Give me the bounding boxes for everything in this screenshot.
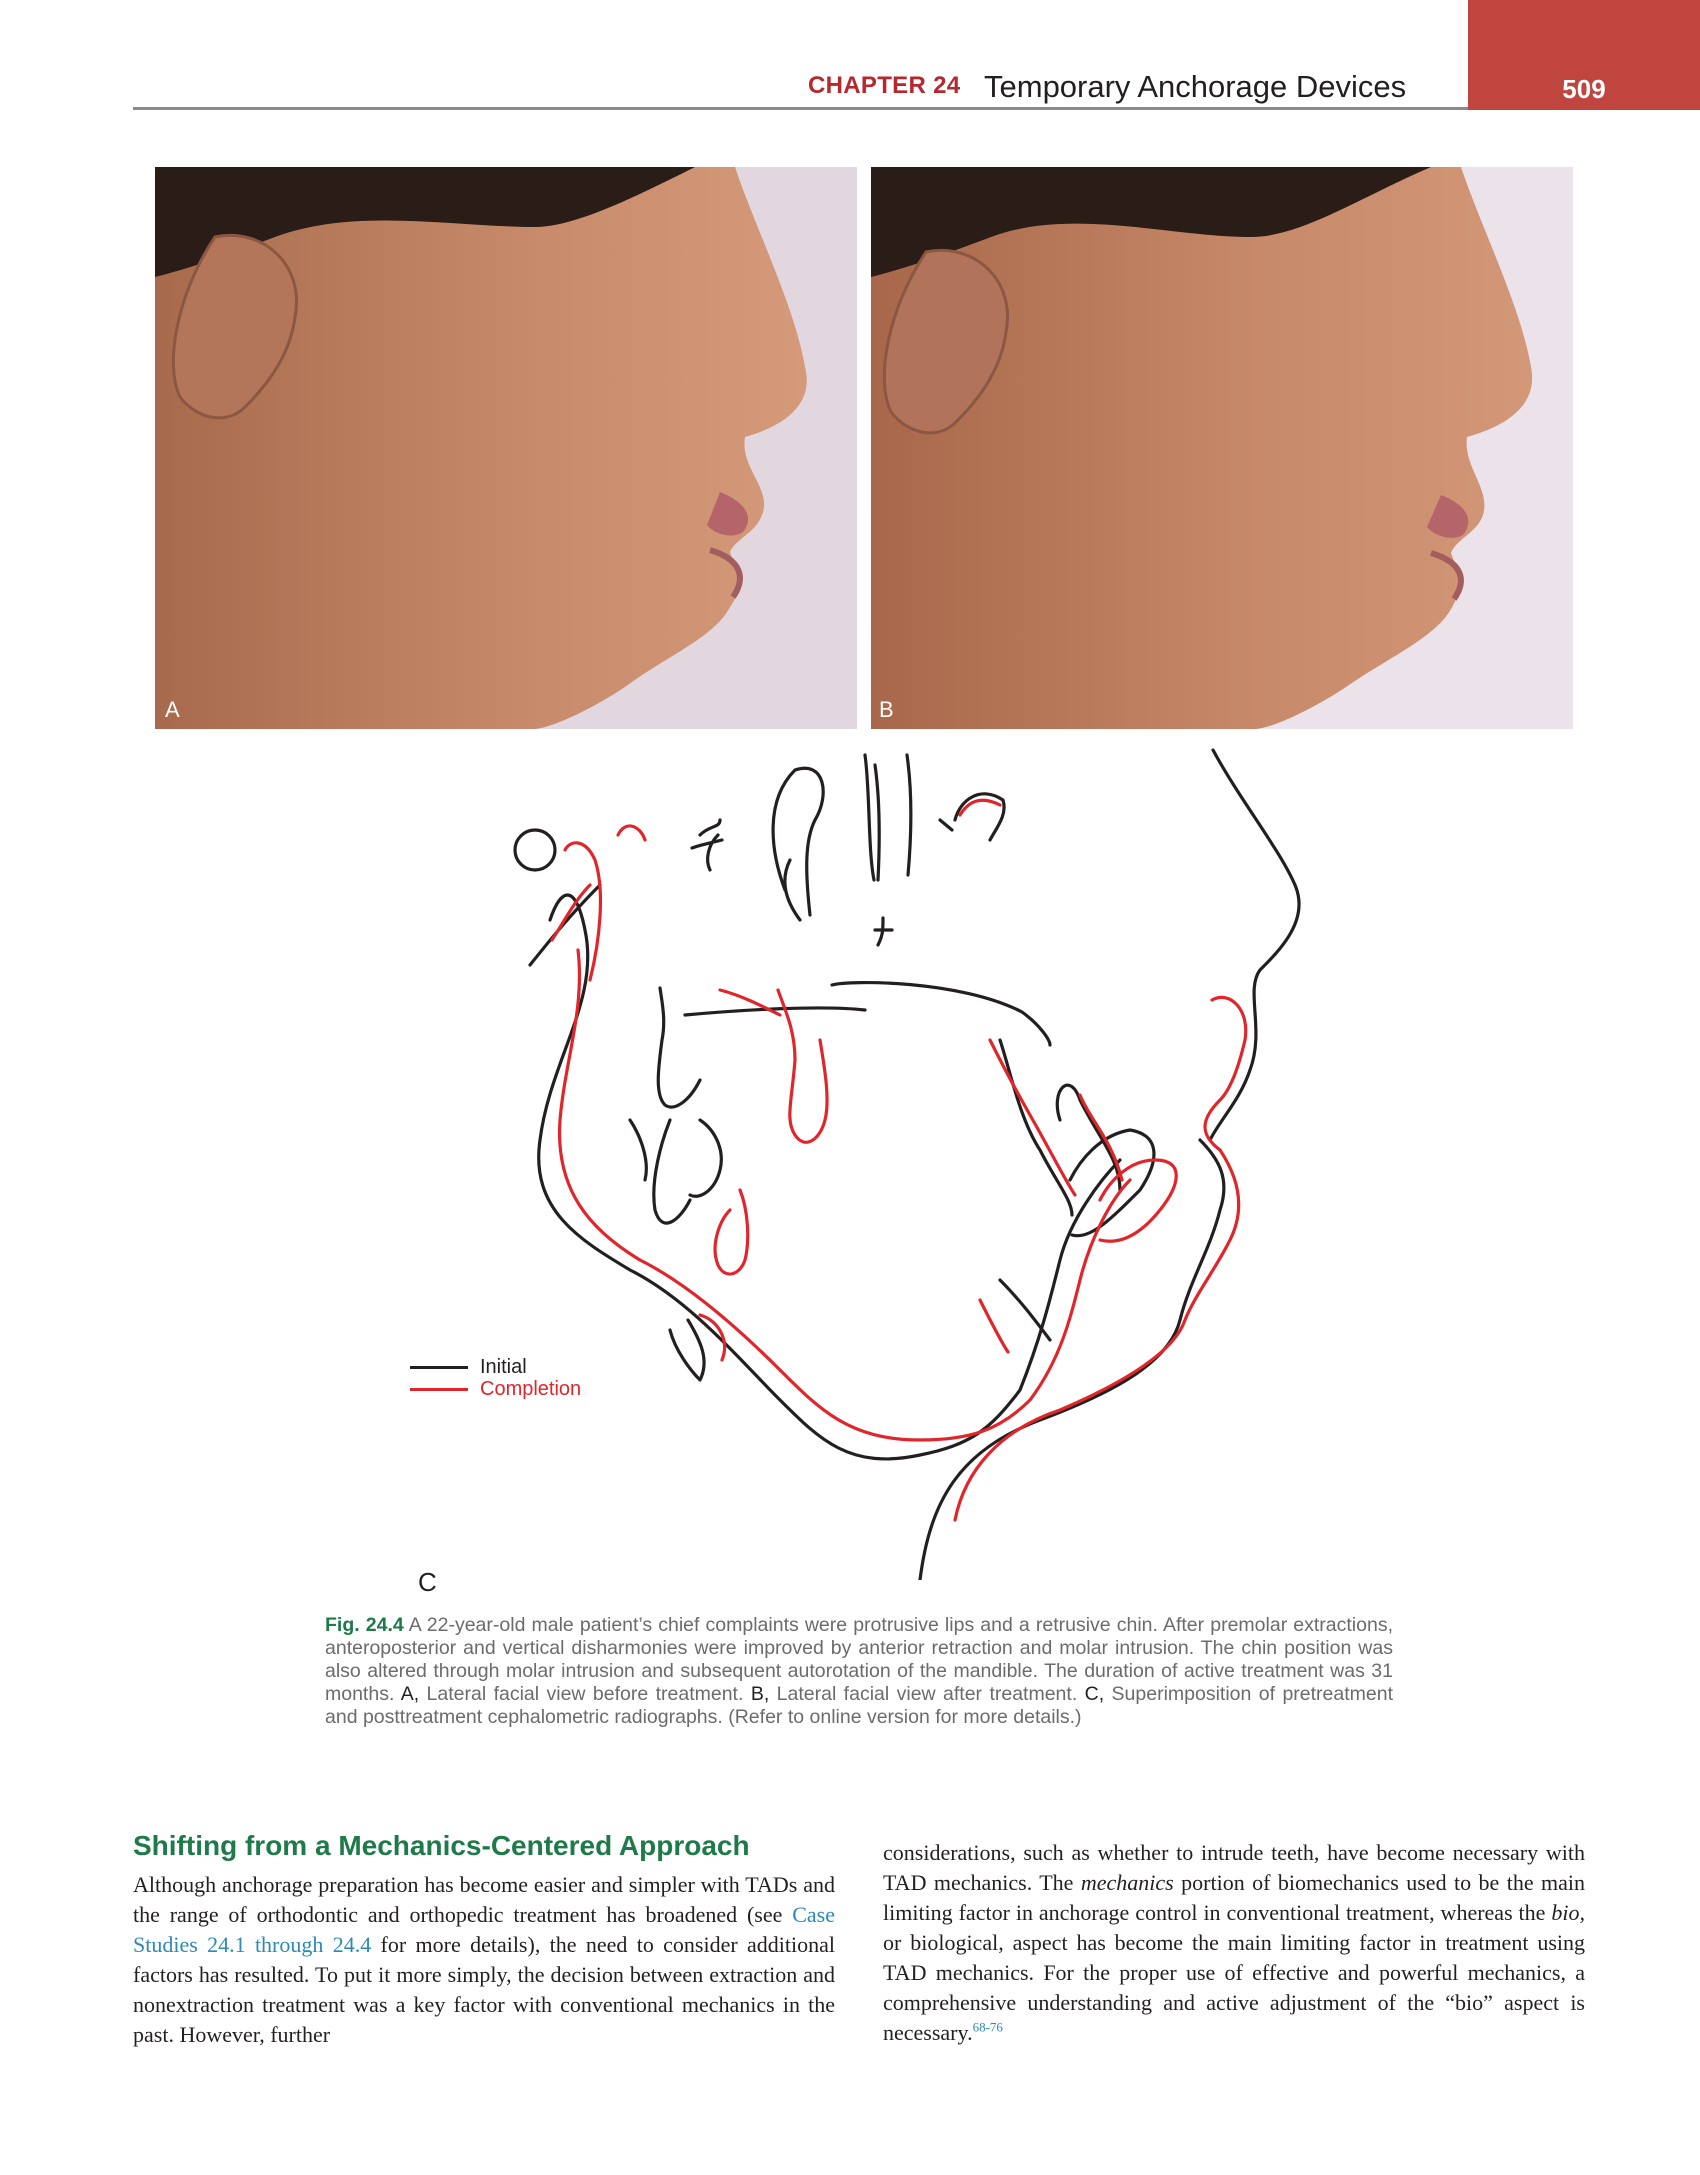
profile-photo-before bbox=[155, 167, 857, 729]
caption-text-a: Lateral facial view before treatment. bbox=[419, 1683, 751, 1705]
panel-a-label: A bbox=[165, 697, 180, 722]
emphasis-mechanics: mechanics bbox=[1080, 1870, 1174, 1895]
reference-superscript[interactable]: 68-76 bbox=[972, 2019, 1003, 2035]
legend-item-completion bbox=[410, 1378, 581, 1400]
photo-panel-b bbox=[871, 167, 1573, 729]
legend-label-initial: Initial bbox=[480, 1356, 527, 1378]
emphasis-bio: bio, bbox=[1551, 1900, 1585, 1925]
legend-swatch-completion bbox=[410, 1388, 468, 1391]
body-column-right bbox=[883, 1838, 1585, 2048]
profile-photo-after bbox=[871, 167, 1573, 729]
caption-label-c: C, bbox=[1084, 1683, 1105, 1705]
legend-item-initial bbox=[410, 1356, 581, 1378]
body-column-left bbox=[133, 1870, 835, 2050]
caption-text-c: Superimposition of pretreatment and posttreatment cephalometric radiographs. (Refer to online version for more details.) bbox=[325, 1683, 1393, 1728]
completion-tracing bbox=[552, 800, 1246, 1520]
page-number: 509 bbox=[1562, 74, 1606, 104]
paragraph-right-text-3: or biological, aspect has become the main limiting factor in treatment using TAD mechanics. For the proper use of effective and powerful mechanics, a comprehensive understanding and active adjustment of the “bio” aspect is necessary. bbox=[883, 1930, 1585, 2045]
legend-label-completion: Completion bbox=[480, 1378, 582, 1400]
figure-legend bbox=[410, 1356, 581, 1400]
section-heading: Shifting from a Mechanics-Centered Approach bbox=[133, 1830, 750, 1861]
header-rule bbox=[133, 107, 1468, 110]
page-tab bbox=[1468, 0, 1700, 110]
cephalometric-superimposition bbox=[400, 740, 1340, 1580]
chapter-label: CHAPTER 24 bbox=[808, 72, 961, 99]
legend-swatch-initial bbox=[410, 1366, 468, 1369]
case-studies-link[interactable]: Case Studies 24.1 through 24.4 bbox=[133, 1902, 835, 1957]
initial-tracing bbox=[515, 750, 1299, 1580]
photo-panel-a bbox=[155, 167, 857, 729]
caption-label-b: B, bbox=[750, 1683, 770, 1705]
figure-number: Fig. 24.4 bbox=[325, 1614, 404, 1636]
panel-c-label: C bbox=[418, 1567, 437, 1597]
caption-text: A 22-year-old male patient’s chief complaints were protrusive lips and a retrusive chin. After premolar extractions, anteroposterior and vertical disharmonies were improved by anterior retraction and molar intrusion. The chin position was also altered through molar intrusion and subsequent autorotation of the mandible. The duration of active treatment was 31 months. bbox=[325, 1614, 1393, 1705]
paragraph-right-text: considerations, such as whether to intrude teeth, have become necessary with TAD mechanics. The bbox=[883, 1840, 1585, 1895]
panel-b-label: B bbox=[879, 697, 894, 722]
chapter-title: Temporary Anchorage Devices bbox=[984, 69, 1407, 104]
caption-text-b: Lateral facial view after treatment. bbox=[769, 1683, 1085, 1705]
caption-label-a: A, bbox=[400, 1683, 420, 1705]
paragraph-left-text: Although anchorage preparation has become easier and simpler with TADs and the range of orthodontic and orthopedic treatment has broadened (see bbox=[133, 1872, 835, 1927]
paragraph-right-text-2: portion of biomechanics used to be the main limiting factor in anchorage control in conventional treatment, whereas the bbox=[883, 1870, 1586, 1925]
figure-caption bbox=[325, 1614, 1393, 1729]
paragraph-left-text-2: for more details), the need to consider additional factors has resulted. To put it more simply, the decision between extraction and nonextraction treatment was a key factor with conventional mechanics in the past. However, further bbox=[133, 1932, 835, 2047]
